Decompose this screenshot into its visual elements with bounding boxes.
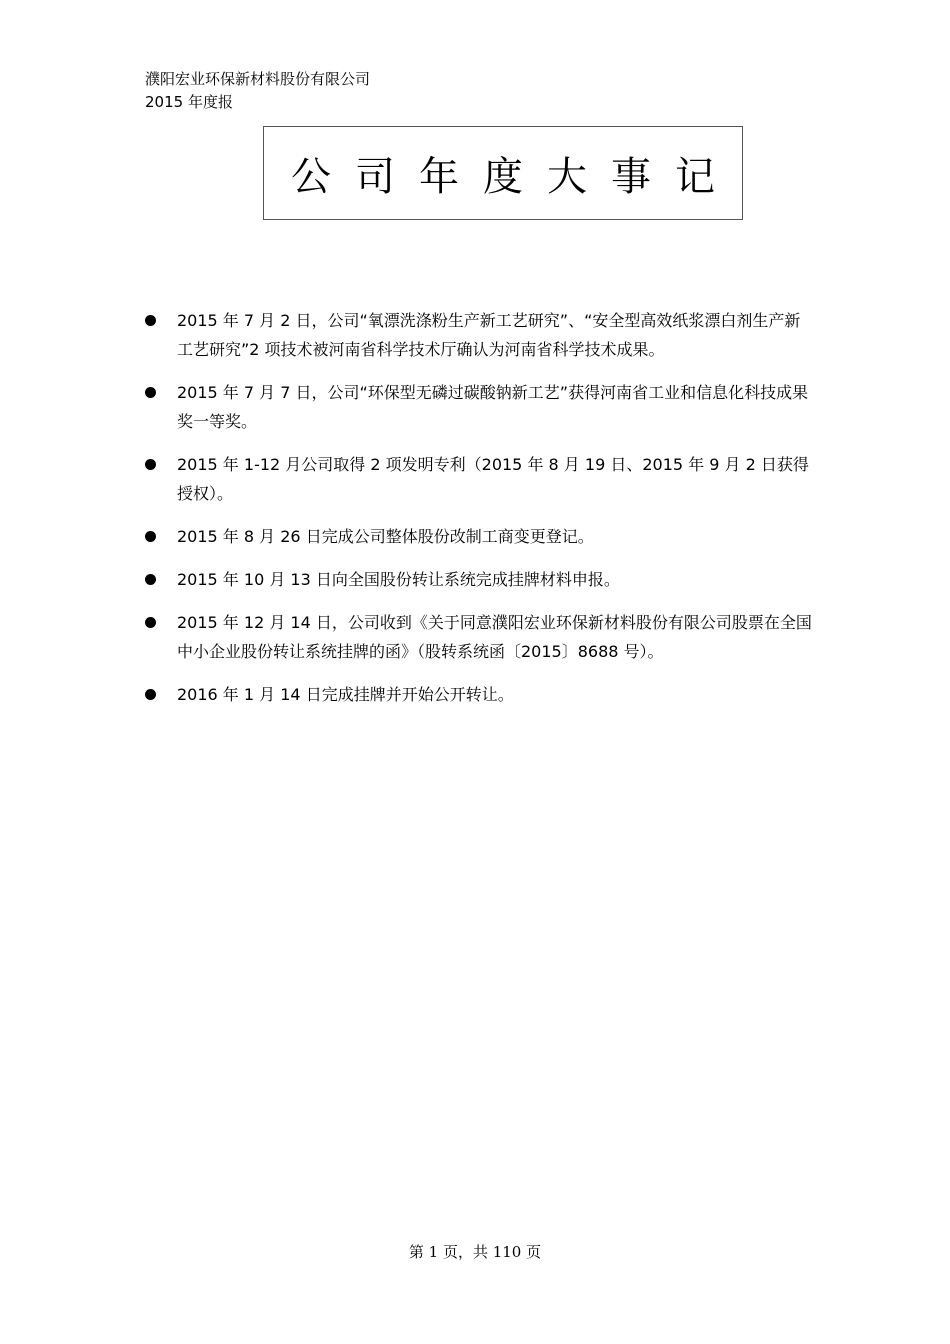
page-header <box>145 68 370 114</box>
event-item <box>145 565 815 594</box>
bullet-icon <box>145 315 156 326</box>
bullet-icon <box>145 387 156 398</box>
event-list <box>145 306 815 723</box>
event-item <box>145 450 815 508</box>
page-number: 第 1 页，共 110 页 <box>408 1243 542 1261</box>
event-text: 2015 年 7 月 2 日，公司“氧漂洗涤粉生产新工艺研究”、“安全型高效纸浆漂白剂生产新工艺研究”2 项技术被河南省科学技术厅确认为河南省科学技术成果。 <box>177 311 801 359</box>
bullet-icon <box>145 617 156 628</box>
event-item <box>145 522 815 551</box>
bullet-icon <box>145 459 156 470</box>
bullet-icon <box>145 574 156 585</box>
bullet-icon <box>145 689 156 700</box>
event-text: 2015 年 1-12 月公司取得 2 项发明专利（2015 年 8 月 19 日、2015 年 9 月 2 日获得授权）。 <box>177 455 809 503</box>
event-text: 2016 年 1 月 14 日完成挂牌并开始公开转让。 <box>177 685 514 704</box>
event-item <box>145 608 815 666</box>
event-text: 2015 年 10 月 13 日向全国股份转让系统完成挂牌材料申报。 <box>177 570 620 589</box>
report-label: 2015 年度报 <box>145 93 233 111</box>
event-item <box>145 378 815 436</box>
event-text: 2015 年 8 月 26 日完成公司整体股份改制工商变更登记。 <box>177 527 594 546</box>
company-name: 濮阳宏业环保新材料股份有限公司 <box>145 70 371 88</box>
title-box <box>263 126 743 220</box>
event-text: 2015 年 12 月 14 日，公司收到《关于同意濮阳宏业环保新材料股份有限公司股票在全国中小企业股份转让系统挂牌的函》（股转系统函〔2015〕8688 号）。 <box>177 613 812 661</box>
page-title: 公司年度大事记 <box>291 153 739 200</box>
event-text: 2015 年 7 月 7 日，公司“环保型无磷过碳酸钠新工艺”获得河南省工业和信息化科技成果奖一等奖。 <box>177 383 809 431</box>
event-item <box>145 680 815 709</box>
event-item <box>145 306 815 364</box>
bullet-icon <box>145 531 156 542</box>
